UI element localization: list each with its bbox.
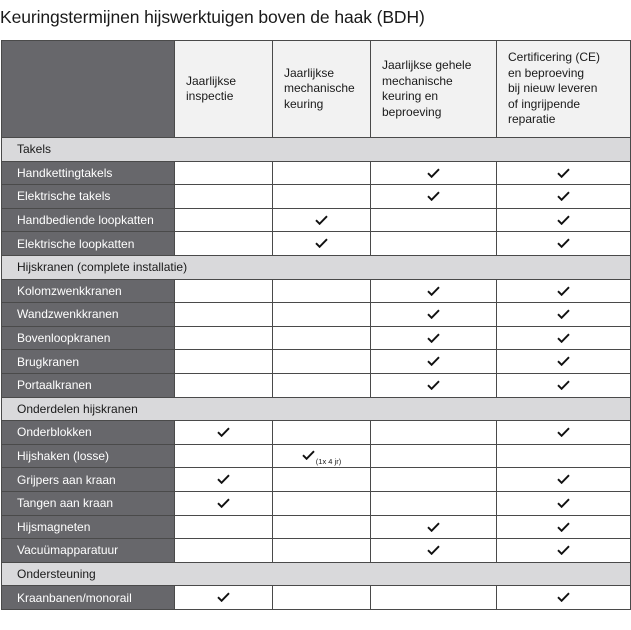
table-cell (175, 232, 273, 256)
check-icon (427, 356, 440, 366)
table-cell (497, 421, 631, 445)
table-cell (273, 279, 371, 303)
table-cell (273, 444, 371, 468)
table-cell (371, 185, 497, 209)
table-row (2, 586, 631, 610)
table-cell (175, 350, 273, 374)
table-row (2, 208, 631, 232)
table-cell (497, 491, 631, 515)
table-cell (497, 232, 631, 256)
table-cell (175, 539, 273, 563)
check-icon (557, 191, 570, 201)
table-cell (175, 373, 273, 397)
check-icon (557, 592, 570, 602)
table-row (2, 232, 631, 256)
section-row (2, 138, 631, 162)
row-label: Kraanbanen/monorail (2, 586, 175, 610)
table-cell (371, 208, 497, 232)
table-cell (497, 468, 631, 492)
table-cell (497, 373, 631, 397)
table-cell (497, 350, 631, 374)
table-cell (273, 232, 371, 256)
check-icon (427, 380, 440, 390)
row-label: Elektrische loopkatten (2, 232, 175, 256)
check-icon (557, 498, 570, 508)
table-cell (497, 208, 631, 232)
check-icon (427, 309, 440, 319)
table-cell (175, 279, 273, 303)
table-cell (497, 185, 631, 209)
table-row (2, 373, 631, 397)
check-icon (302, 450, 315, 460)
row-label: Wandzwenkkranen (2, 303, 175, 327)
table-cell (175, 326, 273, 350)
section-label: Ondersteuning (2, 562, 631, 586)
table-row (2, 421, 631, 445)
table-row (2, 279, 631, 303)
table-cell (175, 208, 273, 232)
table-row (2, 444, 631, 468)
inspection-table (1, 40, 631, 610)
table-cell (371, 326, 497, 350)
cell-note: (1x 4 jr) (315, 456, 342, 466)
table-body (2, 138, 631, 610)
row-label: Hijshaken (losse) (2, 444, 175, 468)
header-row (2, 41, 631, 138)
section-label: Takels (2, 138, 631, 162)
check-icon (217, 498, 230, 508)
table-cell (273, 185, 371, 209)
check-icon (315, 215, 328, 225)
table-cell (497, 539, 631, 563)
row-label: Grijpers aan kraan (2, 468, 175, 492)
row-label: Brugkranen (2, 350, 175, 374)
table-cell (273, 303, 371, 327)
table-cell (371, 161, 497, 185)
header-corner (2, 41, 175, 138)
table-cell (273, 421, 371, 445)
table-row (2, 491, 631, 515)
table-cell (497, 303, 631, 327)
check-icon (557, 309, 570, 319)
table-cell (175, 468, 273, 492)
table-row (2, 185, 631, 209)
check-icon (315, 238, 328, 248)
table-cell (371, 350, 497, 374)
row-label: Handkettingtakels (2, 161, 175, 185)
table-cell (175, 421, 273, 445)
table-cell (371, 279, 497, 303)
table-cell (175, 491, 273, 515)
check-icon (427, 522, 440, 532)
check-icon (557, 238, 570, 248)
table-cell (497, 586, 631, 610)
column-header-annual-mechanical: Jaarlijkse mechanische keuring (273, 41, 371, 138)
table-cell (175, 185, 273, 209)
table-cell (371, 303, 497, 327)
table-cell (273, 515, 371, 539)
check-icon (427, 545, 440, 555)
check-icon (427, 286, 440, 296)
check-icon (427, 333, 440, 343)
table-cell (371, 586, 497, 610)
table-cell (497, 161, 631, 185)
section-row (2, 562, 631, 586)
table-cell (175, 586, 273, 610)
check-icon (557, 286, 570, 296)
table-cell (497, 515, 631, 539)
table-cell (273, 539, 371, 563)
row-label: Hijsmagneten (2, 515, 175, 539)
row-label: Handbediende loopkatten (2, 208, 175, 232)
table-cell (273, 586, 371, 610)
check-icon (217, 474, 230, 484)
row-label: Elektrische takels (2, 185, 175, 209)
row-label: Vacuümapparatuur (2, 539, 175, 563)
table-cell (273, 491, 371, 515)
check-icon (557, 380, 570, 390)
table-row (2, 539, 631, 563)
check-icon (557, 545, 570, 555)
table-cell (175, 515, 273, 539)
check-icon (557, 474, 570, 484)
table-cell (371, 491, 497, 515)
column-header-annual-full-test: Jaarlijkse gehele mechanische keuring en beproeving (371, 41, 497, 138)
check-icon (557, 168, 570, 178)
table-cell (371, 373, 497, 397)
check-icon (557, 215, 570, 225)
table-cell (273, 373, 371, 397)
table-cell (273, 208, 371, 232)
page-title: Keuringstermijnen hijswerktuigen boven de haak (BDH) (0, 7, 425, 27)
table-cell (497, 326, 631, 350)
table-row (2, 468, 631, 492)
check-icon (217, 592, 230, 602)
check-icon (427, 168, 440, 178)
table-cell (273, 350, 371, 374)
row-label: Kolomzwenkkranen (2, 279, 175, 303)
table-row (2, 161, 631, 185)
table-row (2, 303, 631, 327)
check-icon (557, 522, 570, 532)
check-icon (557, 427, 570, 437)
table-cell (371, 444, 497, 468)
table-cell (273, 161, 371, 185)
check-icon (557, 333, 570, 343)
check-icon (217, 427, 230, 437)
section-label: Hijskranen (complete installatie) (2, 255, 631, 279)
table-cell (371, 515, 497, 539)
column-header-certification: Certificering (CE) en beproeving bij nieuw leveren of ingrijpende reparatie (497, 41, 631, 138)
row-label: Portaalkranen (2, 373, 175, 397)
row-label: Bovenloopkranen (2, 326, 175, 350)
row-label: Onderblokken (2, 421, 175, 445)
table-cell (273, 468, 371, 492)
table-cell (497, 279, 631, 303)
check-icon (557, 356, 570, 366)
table-cell (371, 468, 497, 492)
table-row (2, 515, 631, 539)
table-cell (371, 232, 497, 256)
table-cell (273, 326, 371, 350)
table-cell (175, 444, 273, 468)
column-header-annual-inspection: Jaarlijkse inspectie (175, 41, 273, 138)
section-label: Onderdelen hijskranen (2, 397, 631, 421)
section-row (2, 397, 631, 421)
table-cell (371, 539, 497, 563)
check-icon (427, 191, 440, 201)
section-row (2, 255, 631, 279)
table-row (2, 326, 631, 350)
row-label: Tangen aan kraan (2, 491, 175, 515)
table-cell (175, 303, 273, 327)
table-cell (175, 161, 273, 185)
table-cell (371, 421, 497, 445)
table-row (2, 350, 631, 374)
table-cell (497, 444, 631, 468)
